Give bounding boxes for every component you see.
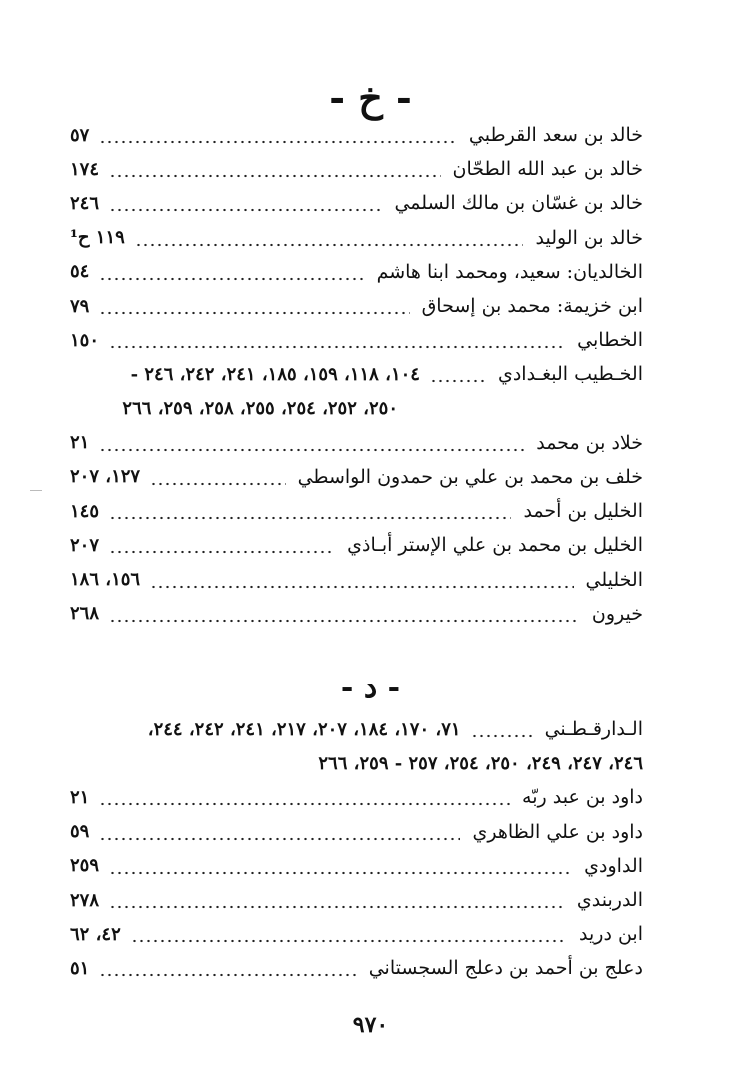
entry-pages: ١٧٤ <box>70 158 100 180</box>
entry-pages: ١٤٥ <box>70 500 100 522</box>
index-entry <box>70 460 643 494</box>
section-dal-entries <box>70 712 643 986</box>
leader-dots <box>109 604 580 624</box>
entry-name: الـدارقـطـني <box>544 718 643 741</box>
entry-pages: ٤٢، ٦٢ <box>70 923 121 945</box>
index-entry <box>70 815 643 849</box>
index-entry <box>70 426 643 460</box>
leader-dots <box>99 262 364 282</box>
section-heading-kha: - خ - <box>329 75 412 120</box>
entry-name: الخليل بن محمد بن علي الإستر أبـاذي <box>347 534 643 557</box>
entry-pages: ٢١ <box>70 432 90 454</box>
entry-name: خالد بن غسّان بن مالك السلمي <box>394 192 643 215</box>
leader-dots <box>150 570 573 590</box>
leader-dots <box>99 125 457 145</box>
entry-pages: ٢٠٧ <box>70 534 100 556</box>
leader-dots <box>99 822 460 842</box>
index-entry <box>70 562 643 596</box>
entry-name: خلاد بن محمد <box>536 431 643 454</box>
index-entry <box>70 780 643 814</box>
entry-name: دعلج بن أحمد بن دعلج السجستاني <box>368 957 643 980</box>
index-entry <box>70 528 643 562</box>
entry-pages: ٢٦٨ <box>70 603 100 625</box>
entry-pages: ٧١، ١٧٠، ١٨٤، ٢٠٧، ٢١٧، ٢٤١، ٢٤٢، ٢٤٤، <box>147 718 461 740</box>
entry-pages: ٥١ <box>70 957 90 979</box>
entry-name: الخالديان: سعيد، ومحمد ابنا هاشم <box>376 260 643 283</box>
index-entry <box>70 221 643 255</box>
entry-pages: ٥٩ <box>70 821 90 843</box>
entry-pages: ٢٧٨ <box>70 889 100 911</box>
leader-dots <box>99 787 510 807</box>
leader-dots <box>99 958 356 978</box>
entry-name: الخليلي <box>585 568 643 591</box>
entry-pages-continuation: ٢٥٠، ٢٥٢، ٢٥٤، ٢٥٥، ٢٥٨، ٢٥٩، ٢٦٦ <box>122 398 398 420</box>
entry-pages: ١٢٧، ٢٠٧ <box>70 466 141 488</box>
entry-pages-continuation: ٢٤٦، ٢٤٧، ٢٤٩، ٢٥٠، ٢٥٤، ٢٥٧ - ٢٥٩، ٢٦٦ <box>318 752 643 774</box>
entry-pages: ٥٤ <box>70 261 90 283</box>
entry-pages: ١٠٤، ١١٨، ١٥٩، ١٨٥، ٢٤١، ٢٤٢، ٢٤٦ - <box>130 363 420 385</box>
entry-pages: ٢١ <box>70 786 90 808</box>
entry-pages: ١١٩ ح¹ <box>70 227 125 249</box>
entry-pages: ٢٤٦ <box>70 192 100 214</box>
leader-dots <box>99 433 524 453</box>
entry-name: الخطابي <box>577 329 643 352</box>
entry-name: الدربندي <box>576 889 643 912</box>
index-entry <box>70 118 643 152</box>
leader-dots <box>135 228 524 248</box>
section-heading-dal: - د - <box>340 670 401 705</box>
leader-dots <box>430 364 486 384</box>
index-entry <box>70 357 643 391</box>
index-entry <box>70 883 643 917</box>
index-entry <box>70 951 643 985</box>
leader-dots <box>109 501 511 521</box>
entry-name: داود بن علي الظاهري <box>472 820 643 843</box>
entry-name: الخـطيب البغـدادي <box>497 363 643 386</box>
entry-name: ابن دريد <box>579 923 643 946</box>
index-entry <box>70 289 643 323</box>
index-entry <box>70 494 643 528</box>
leader-dots <box>109 890 565 910</box>
entry-name: خلف بن محمد بن علي بن حمدون الواسطي <box>297 465 643 488</box>
index-entry <box>70 917 643 951</box>
index-entry <box>70 712 643 746</box>
entry-name: خالد بن الوليد <box>535 226 643 249</box>
index-entry <box>70 152 643 186</box>
leader-dots <box>99 296 409 316</box>
leader-dots <box>471 719 533 739</box>
entry-pages: ٥٧ <box>70 124 90 146</box>
index-entry <box>70 597 643 631</box>
entry-pages: ١٥٠ <box>70 329 100 351</box>
margin-mark <box>30 490 42 491</box>
entry-name: خيرون <box>591 602 643 625</box>
index-entry <box>70 186 643 220</box>
leader-dots <box>150 467 285 487</box>
entry-pages: ١٥٦، ١٨٦ <box>70 569 141 591</box>
entry-name: الداودي <box>584 854 643 877</box>
leader-dots <box>109 159 441 179</box>
entry-name: خالد بن سعد القرطبي <box>468 124 643 147</box>
leader-dots <box>109 535 335 555</box>
leader-dots <box>109 330 565 350</box>
leader-dots <box>131 924 567 944</box>
index-entry <box>70 323 643 357</box>
entry-name: ابن خزيمة: محمد بن إسحاق <box>421 295 643 318</box>
index-entry <box>70 849 643 883</box>
page-number: ٩٧٠ <box>352 1012 389 1038</box>
entry-pages: ٢٥٩ <box>70 855 100 877</box>
entry-name: خالد بن عبد الله الطحّان <box>452 158 643 181</box>
entry-name: الخليل بن أحمد <box>523 500 643 523</box>
index-entry <box>70 255 643 289</box>
entry-pages: ٧٩ <box>70 295 90 317</box>
leader-dots <box>109 193 382 213</box>
entry-name: داود بن عبد ربّه <box>522 786 643 809</box>
leader-dots <box>109 856 572 876</box>
section-kha-entries <box>70 118 643 631</box>
